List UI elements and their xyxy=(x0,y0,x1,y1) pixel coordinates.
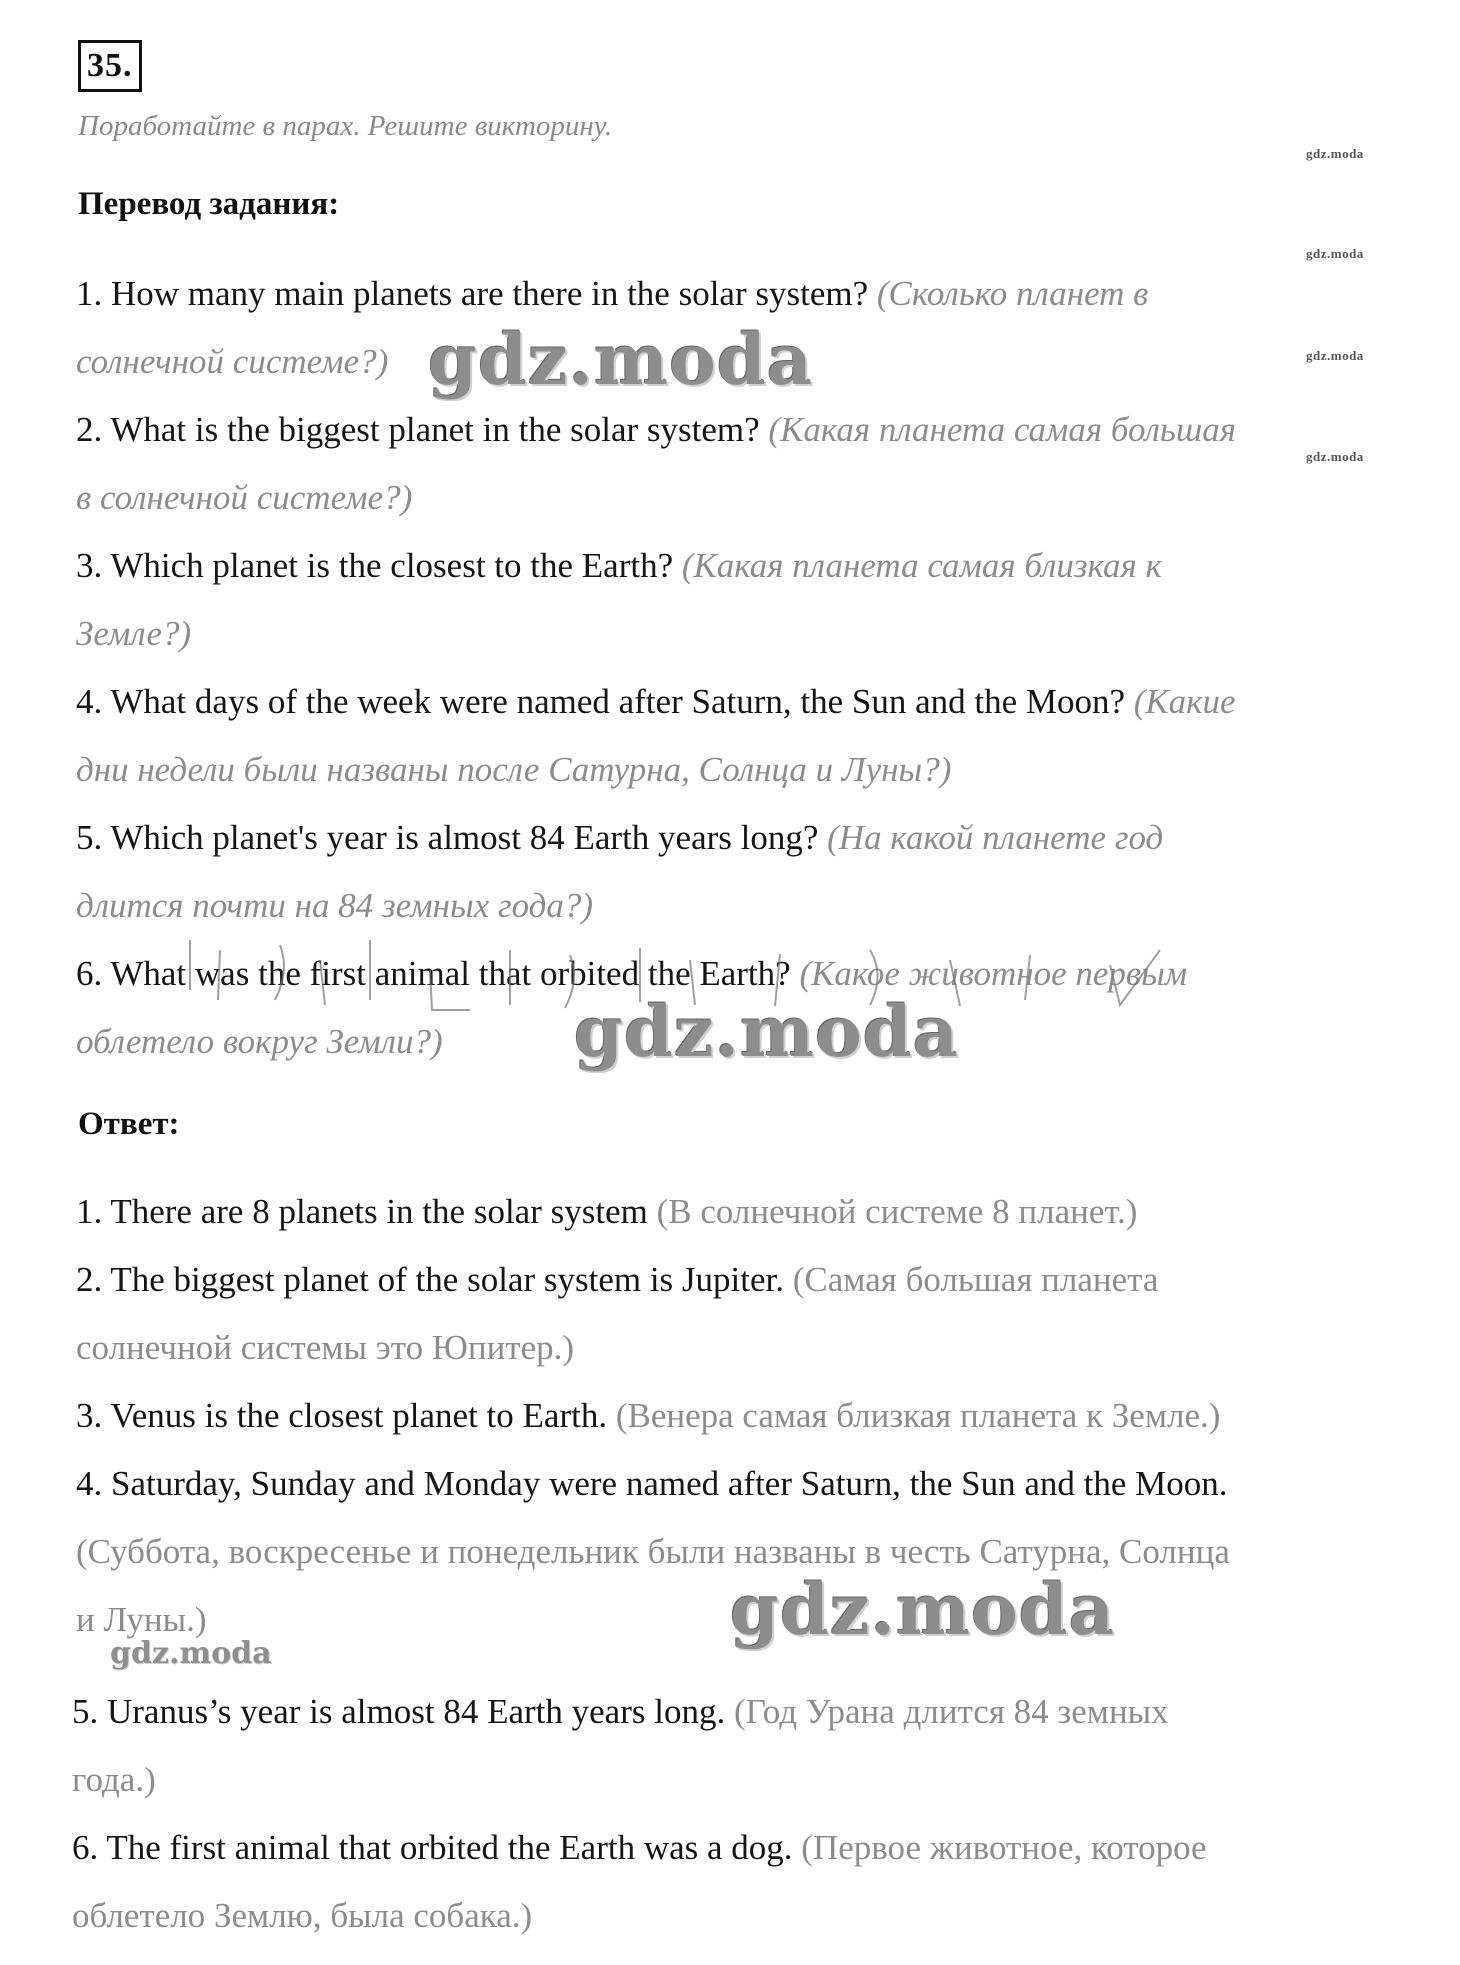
question-text: 4. What days of the week were named after Saturn, the Sun and the Moon? xyxy=(76,682,1134,721)
question-translation: (Какая планета самая большая xyxy=(768,410,1237,449)
watermark-large: gdz.moda xyxy=(428,318,814,401)
question-line xyxy=(76,274,1148,314)
question-line xyxy=(76,410,1236,450)
question-text: 1. How many main planets are there in the solar system? xyxy=(76,274,877,313)
watermark-large: gdz.moda xyxy=(730,1568,1116,1651)
watermark-small: gdz.moda xyxy=(1306,146,1364,161)
answer-line xyxy=(76,1260,1158,1300)
watermark-small: gdz.moda xyxy=(1306,449,1364,464)
question-text: 3. Which planet is the closest to the Earth? xyxy=(76,546,682,585)
question-line xyxy=(76,546,1162,586)
exercise-instruction: Поработайте в парах. Решите викторину. xyxy=(78,110,613,142)
answer-heading: Ответ: xyxy=(78,1106,180,1142)
answer-translation: года.) xyxy=(72,1760,156,1799)
answer-translation: облетело Землю, была собака.) xyxy=(72,1896,533,1935)
answer-text: 5. Uranus’s year is almost 84 Earth years long. xyxy=(72,1692,734,1731)
question-translation: (Какая планета самая близкая к xyxy=(681,546,1162,585)
answer-line xyxy=(72,1692,1169,1732)
question-line xyxy=(76,818,1163,858)
answer-text: 6. The first animal that orbited the Earth was a dog. xyxy=(72,1828,802,1867)
answer-translation: (В солнечной системе 8 планет.) xyxy=(656,1192,1138,1231)
answer-translation: (Год Урана длится 84 земных xyxy=(733,1692,1169,1731)
question-text: 2. What is the biggest planet in the solar system? xyxy=(76,410,769,449)
answer-translation: солнечной системы это Юпитер.) xyxy=(76,1328,575,1367)
exercise-number: 35. xyxy=(78,40,142,92)
answer-text: 3. Venus is the closest planet to Earth. xyxy=(76,1396,616,1435)
question-line xyxy=(76,342,388,382)
watermark-medium: gdz.moda xyxy=(110,1636,272,1671)
question-text: 5. Which planet's year is almost 84 Earth years long? xyxy=(76,818,828,857)
question-translation: (Какие xyxy=(1133,682,1236,721)
answer-text: 2. The biggest planet of the solar system is Jupiter. xyxy=(76,1260,793,1299)
answer-translation: (Суббота, воскресенье и понедельник были названы в честь Сатурна, Солнца xyxy=(76,1532,1230,1571)
answer-line xyxy=(72,1760,156,1800)
question-translation: Земле?) xyxy=(76,614,192,653)
answer-line xyxy=(72,1828,1207,1868)
answer-line xyxy=(76,1192,1137,1232)
answer-line xyxy=(76,1464,1228,1504)
answer-line xyxy=(72,1896,532,1936)
watermark-large: gdz.moda xyxy=(574,990,960,1073)
answer-translation: (Первое животное, которое xyxy=(801,1828,1207,1867)
watermark-small: gdz.moda xyxy=(1306,348,1364,363)
answer-translation: и Луны.) xyxy=(76,1600,207,1639)
translation-heading: Перевод задания: xyxy=(78,186,340,222)
question-translation: облетело вокруг Земли?) xyxy=(76,1022,443,1061)
question-translation: длится почти на 84 земных года?) xyxy=(76,886,594,925)
answer-translation: (Самая большая планета xyxy=(792,1260,1159,1299)
question-translation: дни недели были названы после Сатурна, Солнца и Луны?) xyxy=(76,750,952,789)
question-text: 6. What was the first animal that orbited the Earth? xyxy=(76,954,800,993)
answer-line xyxy=(76,1532,1230,1572)
question-line xyxy=(76,682,1236,722)
answer-text: 1. There are 8 planets in the solar system xyxy=(76,1192,657,1231)
watermark-small: gdz.moda xyxy=(1306,246,1364,261)
answer-line xyxy=(76,1396,1220,1436)
question-translation: (На какой планете год xyxy=(827,818,1164,857)
question-translation: солнечной системе?) xyxy=(76,342,389,381)
question-line xyxy=(76,750,951,790)
question-line xyxy=(76,478,412,518)
answer-text: 4. Saturday, Sunday and Monday were named after Saturn, the Sun and the Moon. xyxy=(76,1464,1228,1503)
answer-translation: (Венера самая близкая планета к Земле.) xyxy=(615,1396,1221,1435)
question-line xyxy=(76,614,191,654)
answer-line xyxy=(76,1600,207,1640)
question-translation: (Сколько планет в xyxy=(876,274,1149,313)
question-translation: (Какое животное первым xyxy=(799,954,1188,993)
question-translation: в солнечной системе?) xyxy=(76,478,413,517)
answer-line xyxy=(76,1328,574,1368)
